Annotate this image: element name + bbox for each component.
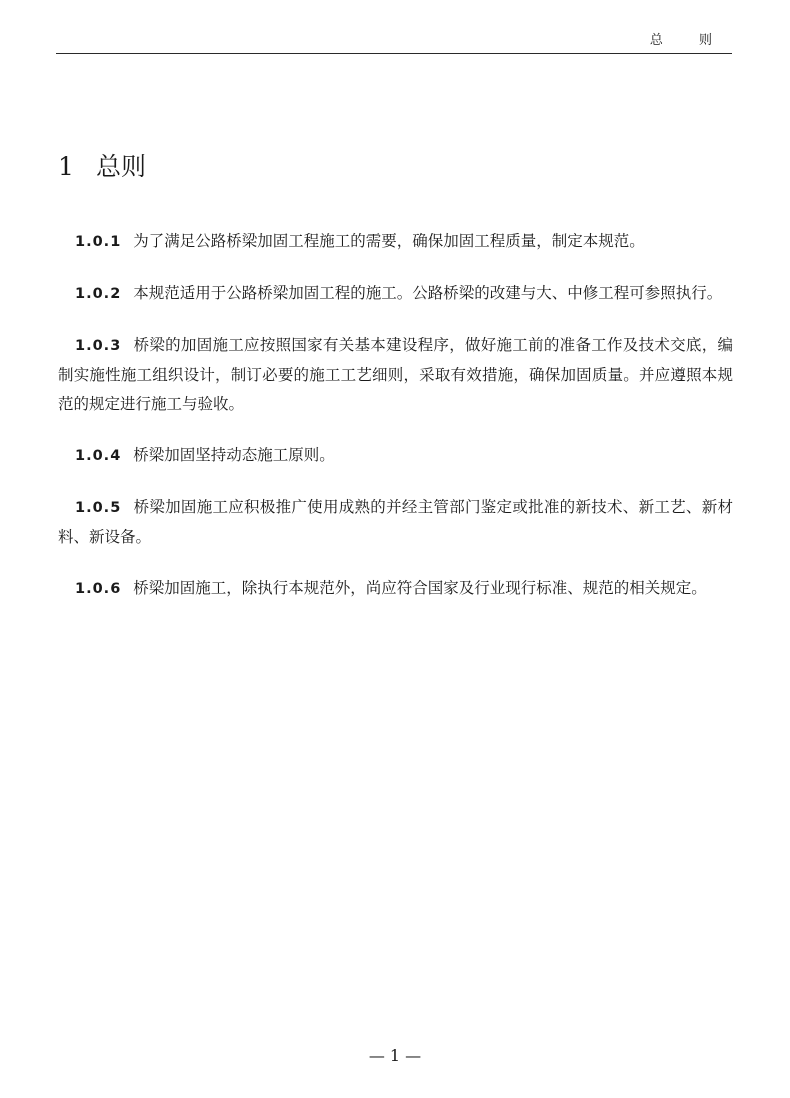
page-number: — 1 — [368, 1046, 422, 1065]
clause-number: 1.0.4 [75, 448, 122, 464]
clause-number: 1.0.2 [75, 286, 122, 302]
clause-text: 本规范适用于公路桥梁加固工程的施工。公路桥梁的改建与大、中修工程可参照执行。 [133, 284, 723, 302]
clause-text: 桥梁的加固施工应按照国家有关基本建设程序，做好施工前的准备工作及技术交底，编制实施性施工组织设计，制订必要的施工工艺细则，采取有效措施，确保加固质量。并应遵照本规范的规定进行施工与验收。 [58, 336, 733, 413]
running-header-title: 总 则 [649, 33, 728, 48]
chapter-title [58, 150, 146, 184]
clause-text: 桥梁加固施工应积极推广使用成熟的并经主管部门鉴定或批准的新技术、新工艺、新材料、新设备。 [58, 498, 733, 546]
clause-1-0-3 [58, 331, 733, 419]
clause-list [58, 227, 733, 626]
clause-text: 桥梁加固坚持动态施工原则。 [133, 446, 335, 464]
clause-1-0-6 [58, 574, 733, 604]
clause-1-0-1 [58, 227, 733, 257]
clause-1-0-5 [58, 493, 733, 552]
clause-text: 桥梁加固施工，除执行本规范外，尚应符合国家及行业现行标准、规范的相关规定。 [133, 579, 707, 597]
clause-1-0-2 [58, 279, 733, 309]
clause-number: 1.0.1 [75, 234, 122, 250]
clause-1-0-4 [58, 441, 733, 471]
clause-number: 1.0.3 [75, 338, 122, 354]
chapter-title-text: 总则 [96, 152, 147, 181]
clause-number: 1.0.5 [75, 500, 122, 516]
clause-number: 1.0.6 [75, 581, 122, 597]
clause-text: 为了满足公路桥梁加固工程施工的需要，确保加固工程质量，制定本规范。 [133, 232, 645, 250]
chapter-number: 1 [58, 152, 74, 181]
running-header [56, 33, 732, 54]
